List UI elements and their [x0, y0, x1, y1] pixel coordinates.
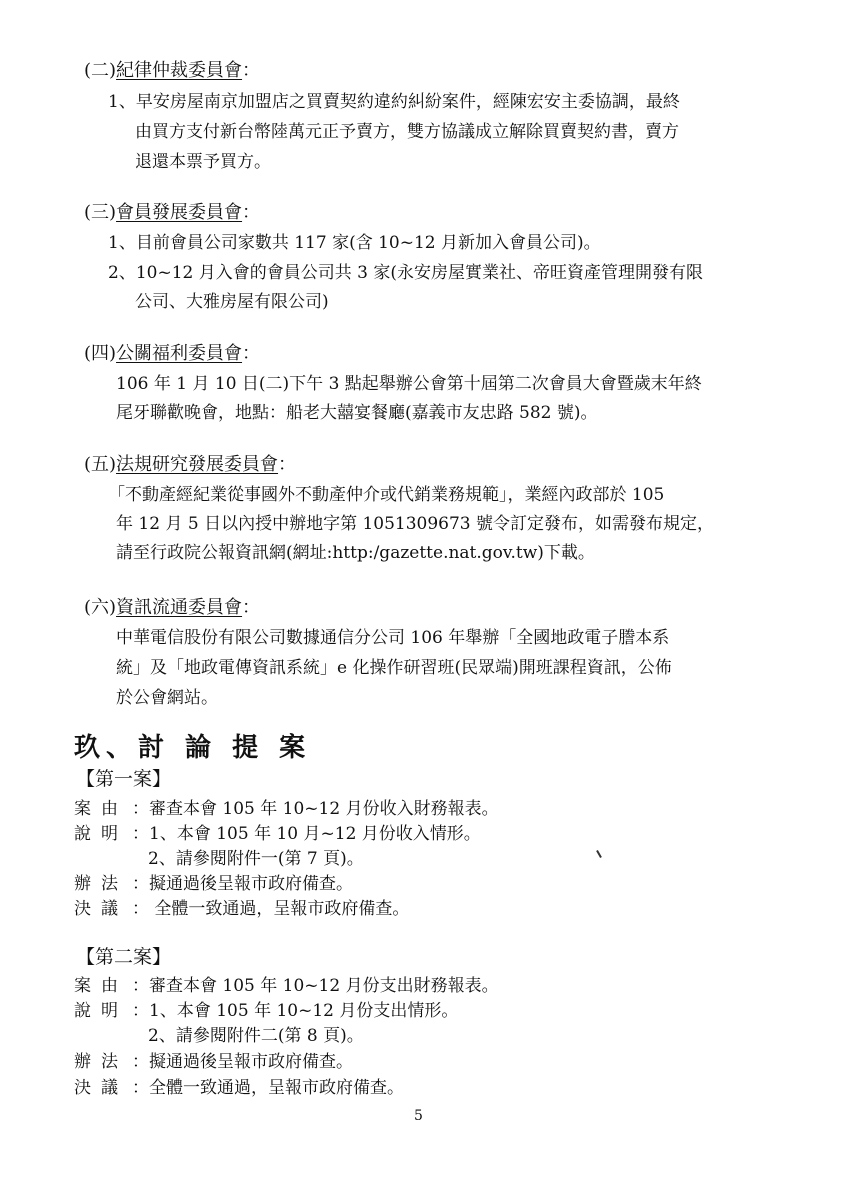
field-label: 決議	[74, 899, 128, 919]
case-explain	[74, 823, 481, 845]
committee-number: (四)	[84, 343, 117, 364]
case-method	[74, 1051, 353, 1073]
field-label: 說明	[74, 1001, 128, 1021]
field-label: 辦法	[74, 1052, 128, 1072]
field-value: ：審查本會 105 年 10~12 月份支出財務報表。	[132, 976, 499, 996]
field-value: ：1、本會 105 年 10 月~12 月份收入情形。	[132, 824, 481, 844]
case-explain-item: 2、請參閱附件一(第 7 頁)。	[148, 849, 364, 869]
paragraph-line: 1、早安房屋南京加盟店之買賣契約違約糾紛案件，經陳宏安主委協調，最終	[108, 92, 680, 112]
committee-name: 公關福利委員會	[116, 343, 243, 364]
case-explain	[74, 1000, 458, 1022]
paragraph-line: 「不動產經紀業從事國外不動產仲介或代銷業務規範」，業經內政部於 105	[108, 485, 665, 505]
committee-name: 會員發展委員會	[116, 202, 243, 223]
committee-number: (六)	[84, 597, 117, 618]
field-value: ：擬通過後呈報市政府備查。	[132, 1052, 353, 1072]
committee-number: (二)	[84, 60, 117, 81]
field-value: ：擬通過後呈報市政府備查。	[132, 874, 353, 894]
paragraph-line: 退還本票予買方。	[135, 152, 271, 172]
case-reason	[74, 975, 499, 997]
case-resolution	[74, 898, 409, 920]
section-title: 玖、討 論 提 案	[74, 733, 312, 763]
field-label: 說明	[74, 824, 128, 844]
committee-number: (三)	[84, 202, 117, 223]
case-method	[74, 873, 353, 895]
field-label: 決議	[74, 1078, 128, 1098]
committee-number: (五)	[84, 454, 117, 475]
paragraph-line: 統」及「地政電傳資訊系統」e 化操作研習班(民眾端)開班課程資訊，公佈	[116, 658, 672, 678]
stray-mark	[596, 850, 602, 858]
case-explain-item: 2、請參閱附件二(第 8 頁)。	[148, 1026, 364, 1046]
case-title: 【第二案】	[76, 946, 172, 968]
field-value: ：全體一致通過，呈報市政府備查。	[132, 1078, 404, 1098]
paragraph-line: 106 年 1 月 10 日(二)下午 3 點起舉辦公會第十屆第二次會員大會暨歲末年終	[116, 374, 702, 394]
committee-heading: (六)資訊流通委員會：	[84, 597, 261, 618]
committee-name: 紀律仲裁委員會	[116, 60, 243, 81]
paragraph-line: 由買方支付新台幣陸萬元正予賣方，雙方協議成立解除買賣契約書，賣方	[135, 122, 679, 142]
paragraph-line: 1、目前會員公司家數共 117 家(含 10~12 月新加入會員公司)。	[108, 233, 601, 253]
committee-heading: (五)法規研究發展委員會：	[84, 454, 297, 475]
field-label: 案由	[74, 976, 128, 996]
field-label: 辦法	[74, 874, 128, 894]
committee-heading: (四)公關福利委員會：	[84, 343, 261, 364]
case-resolution	[74, 1077, 404, 1099]
case-title: 【第一案】	[76, 768, 172, 790]
case-reason	[74, 798, 499, 820]
paragraph-line: 2、10~12 月入會的會員公司共 3 家(永安房屋實業社、帝旺資產管理開發有限	[108, 263, 703, 283]
paragraph-line: 請至行政院公報資訊網(網址:http:/gazette.nat.gov.tw)下載。	[116, 543, 595, 563]
paragraph-line: 尾牙聯歡晚會，地點：船老大囍宴餐廳(嘉義市友忠路 582 號)。	[116, 403, 598, 423]
paragraph-line: 中華電信股份有限公司數據通信分公司 106 年舉辦「全國地政電子謄本系	[116, 628, 670, 648]
field-value: ： 全體一致通過，呈報市政府備查。	[132, 899, 410, 919]
committee-name: 法規研究發展委員會	[116, 454, 279, 475]
committee-name: 資訊流通委員會	[116, 597, 243, 618]
field-value: ：審查本會 105 年 10~12 月份收入財務報表。	[132, 799, 499, 819]
paragraph-line: 公司、大雅房屋有限公司)	[135, 292, 329, 312]
committee-heading: (二)紀律仲裁委員會：	[84, 60, 261, 81]
paragraph-line: 於公會網站。	[116, 688, 218, 708]
paragraph-line: 年 12 月 5 日以內授中辦地字第 1051309673 號令訂定發布，如需發布規定，	[116, 514, 715, 534]
field-label: 案由	[74, 799, 128, 819]
committee-heading: (三)會員發展委員會：	[84, 202, 261, 223]
field-value: ：1、本會 105 年 10~12 月份支出情形。	[132, 1001, 459, 1021]
page-number: 5	[414, 1108, 423, 1124]
